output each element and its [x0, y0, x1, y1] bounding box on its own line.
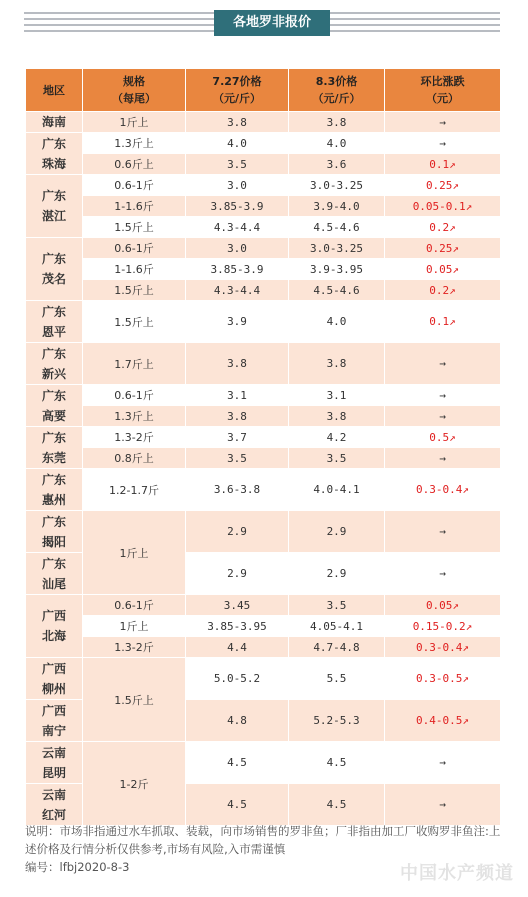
cell-spec: 1.5斤上 [83, 280, 186, 301]
cell-region: 广东 高要 [26, 385, 83, 427]
header-region: 地区 [26, 69, 83, 112]
cell-value: 2.9 [289, 553, 385, 595]
cell-spec: 0.6-1斤 [83, 175, 186, 196]
cell-value: 3.9 [186, 301, 289, 343]
table-row [26, 175, 501, 196]
cell-spec: 1.5斤上 [83, 301, 186, 343]
cell-region: 广东 揭阳 [26, 511, 83, 553]
cell-region: 广东 珠海 [26, 133, 83, 175]
cell-value: 3.5 [186, 448, 289, 469]
cell-value: 0.1↗ [385, 301, 501, 343]
cell-spec: 1斤上 [83, 112, 186, 133]
cell-value: → [385, 343, 501, 385]
cell-value: 4.3-4.4 [186, 280, 289, 301]
cell-value: 0.4-0.5↗ [385, 700, 501, 742]
header-price-727: 7.27价格 （元/斤） [186, 69, 289, 112]
cell-value: 2.9 [289, 511, 385, 553]
cell-value: 3.8 [289, 406, 385, 427]
cell-value: 0.3-0.4↗ [385, 637, 501, 658]
table-row [26, 595, 501, 616]
cell-value: 3.8 [186, 406, 289, 427]
cell-value: 2.9 [186, 553, 289, 595]
cell-value: 3.8 [289, 112, 385, 133]
cell-value: 0.15-0.2↗ [385, 616, 501, 637]
page-title: 各地罗非报价 [214, 10, 330, 36]
cell-value: 0.05-0.1↗ [385, 196, 501, 217]
cell-value: → [385, 742, 501, 784]
cell-spec: 1斤上 [83, 511, 186, 595]
cell-value: 0.2↗ [385, 217, 501, 238]
table-row [26, 154, 501, 175]
table-row [26, 259, 501, 280]
cell-value: 3.6-3.8 [186, 469, 289, 511]
cell-spec: 1.3-2斤 [83, 637, 186, 658]
cell-spec: 1-2斤 [83, 742, 186, 826]
cell-value: 0.25↗ [385, 175, 501, 196]
cell-spec: 1.5斤上 [83, 217, 186, 238]
table-row [26, 196, 501, 217]
price-table [25, 68, 501, 826]
cell-value: 4.0-4.1 [289, 469, 385, 511]
cell-region: 广西 北海 [26, 595, 83, 658]
cell-value: 4.0 [289, 133, 385, 154]
cell-spec: 1.3斤上 [83, 133, 186, 154]
table-row [26, 511, 501, 553]
table-row [26, 658, 501, 700]
cell-value: → [385, 406, 501, 427]
table-row [26, 637, 501, 658]
cell-value: 3.85-3.9 [186, 259, 289, 280]
table-body [26, 112, 501, 826]
cell-value: 3.5 [289, 448, 385, 469]
cell-value: 0.05↗ [385, 595, 501, 616]
cell-value: 3.8 [289, 343, 385, 385]
cell-region: 广东 新兴 [26, 343, 83, 385]
cell-spec: 1.2-1.7斤 [83, 469, 186, 511]
cell-value: 3.8 [186, 343, 289, 385]
table-row [26, 217, 501, 238]
table-row [26, 343, 501, 385]
cell-spec: 0.8斤上 [83, 448, 186, 469]
table-row [26, 238, 501, 259]
cell-value: 3.9-4.0 [289, 196, 385, 217]
cell-value: 4.0 [289, 301, 385, 343]
cell-value: → [385, 385, 501, 406]
footer-description: 说明：市场非指通过水车抓取、装载，向市场销售的罗非鱼；厂非指由加工厂收购罗非鱼注:上述价格及行情分析仅供参考,市场有风险,入市需谨慎 [25, 824, 501, 856]
cell-value: 3.1 [289, 385, 385, 406]
cell-value: 0.1↗ [385, 154, 501, 175]
cell-value: 4.5 [186, 742, 289, 784]
cell-spec: 1.3-2斤 [83, 427, 186, 448]
cell-value: 3.8 [186, 112, 289, 133]
table-row [26, 385, 501, 406]
cell-value: 3.0-3.25 [289, 238, 385, 259]
table-row [26, 427, 501, 448]
cell-value: 4.3-4.4 [186, 217, 289, 238]
watermark-logo: 中国水产频道 [400, 863, 514, 884]
cell-value: 0.25↗ [385, 238, 501, 259]
cell-value: 3.0 [186, 238, 289, 259]
cell-value: 0.3-0.5↗ [385, 658, 501, 700]
cell-region: 云南 昆明 [26, 742, 83, 784]
table-row [26, 133, 501, 154]
cell-value: 0.5↗ [385, 427, 501, 448]
cell-region: 广西 柳州 [26, 658, 83, 700]
cell-value: 3.5 [186, 154, 289, 175]
cell-region: 广东 恩平 [26, 301, 83, 343]
title-banner [24, 10, 500, 36]
cell-region: 广东 湛江 [26, 175, 83, 238]
cell-value: 3.5 [289, 595, 385, 616]
price-table-container [25, 68, 500, 826]
cell-value: 3.6 [289, 154, 385, 175]
cell-value: 5.2-5.3 [289, 700, 385, 742]
cell-region: 广东 汕尾 [26, 553, 83, 595]
cell-spec: 1.5斤上 [83, 658, 186, 742]
cell-value: → [385, 133, 501, 154]
cell-value: 0.2↗ [385, 280, 501, 301]
cell-value: 3.45 [186, 595, 289, 616]
cell-value: 0.05↗ [385, 259, 501, 280]
cell-value: 4.5-4.6 [289, 217, 385, 238]
cell-spec: 0.6-1斤 [83, 238, 186, 259]
cell-value: 4.0 [186, 133, 289, 154]
header-spec: 规格 （每尾） [83, 69, 186, 112]
cell-value: 3.85-3.95 [186, 616, 289, 637]
table-row [26, 469, 501, 511]
cell-value: 2.9 [186, 511, 289, 553]
cell-value: 4.5 [289, 742, 385, 784]
cell-region: 云南 红河 [26, 784, 83, 826]
cell-value: 4.2 [289, 427, 385, 448]
cell-value: 4.7-4.8 [289, 637, 385, 658]
cell-value: → [385, 784, 501, 826]
cell-value: 0.3-0.4↗ [385, 469, 501, 511]
cell-value: 4.05-4.1 [289, 616, 385, 637]
cell-value: 4.4 [186, 637, 289, 658]
header-price-83: 8.3价格 （元/斤） [289, 69, 385, 112]
cell-spec: 1-1.6斤 [83, 259, 186, 280]
cell-spec: 1斤上 [83, 616, 186, 637]
cell-value: 5.0-5.2 [186, 658, 289, 700]
table-row [26, 616, 501, 637]
cell-value: 3.9-3.95 [289, 259, 385, 280]
footer-code: 编号：lfbj2020-8-3 [25, 860, 130, 874]
cell-spec: 1-1.6斤 [83, 196, 186, 217]
cell-value: 3.0 [186, 175, 289, 196]
cell-value: → [385, 112, 501, 133]
cell-region: 海南 [26, 112, 83, 133]
cell-value: 4.8 [186, 700, 289, 742]
table-row [26, 448, 501, 469]
cell-value: 4.5 [186, 784, 289, 826]
cell-value: → [385, 553, 501, 595]
cell-spec: 0.6-1斤 [83, 385, 186, 406]
cell-region: 广东 茂名 [26, 238, 83, 301]
cell-value: 4.5-4.6 [289, 280, 385, 301]
cell-value: 3.7 [186, 427, 289, 448]
cell-spec: 1.3斤上 [83, 406, 186, 427]
cell-spec: 0.6斤上 [83, 154, 186, 175]
cell-value: → [385, 511, 501, 553]
cell-region: 广东 惠州 [26, 469, 83, 511]
table-row [26, 112, 501, 133]
cell-spec: 0.6-1斤 [83, 595, 186, 616]
cell-value: 3.0-3.25 [289, 175, 385, 196]
cell-value: 4.5 [289, 784, 385, 826]
cell-value: 3.1 [186, 385, 289, 406]
header-change: 环比涨跌 （元） [385, 69, 501, 112]
table-row [26, 406, 501, 427]
table-row [26, 301, 501, 343]
cell-value: → [385, 448, 501, 469]
cell-spec: 1.7斤上 [83, 343, 186, 385]
cell-value: 3.85-3.9 [186, 196, 289, 217]
cell-region: 广东 东莞 [26, 427, 83, 469]
cell-value: 5.5 [289, 658, 385, 700]
cell-region: 广西 南宁 [26, 700, 83, 742]
table-row [26, 742, 501, 784]
table-row [26, 280, 501, 301]
